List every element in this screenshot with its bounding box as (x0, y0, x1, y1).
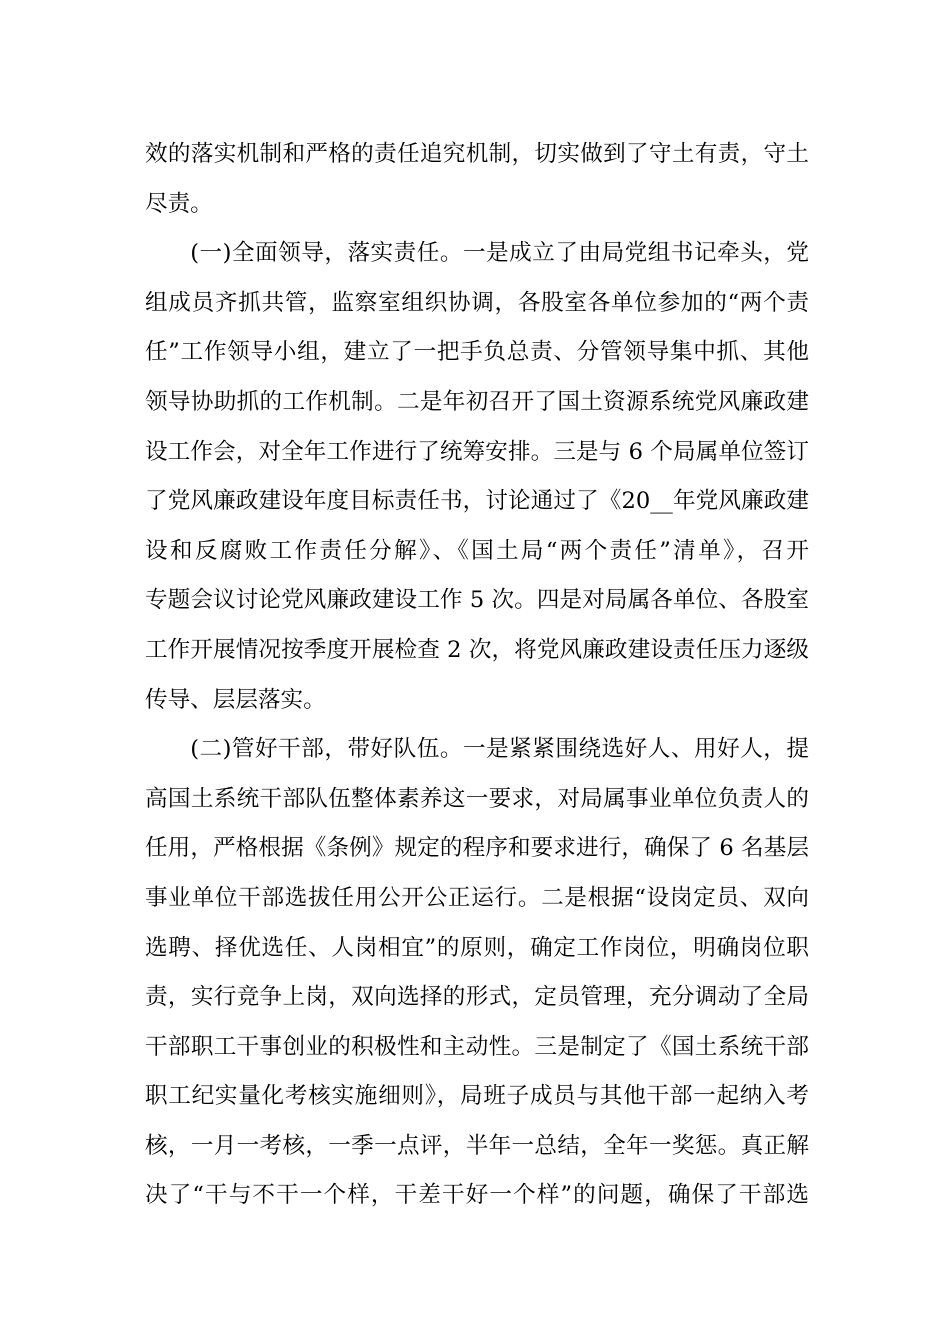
text-line: 任”工作领导小组，建立了一把手负总责、分管领导集中抓、其他 (145, 339, 809, 366)
text-line: 设工作会，对全年工作进行了统筹安排。三是与 6 个局属单位签订 (145, 438, 809, 465)
text-line: 尽责。 (145, 190, 213, 217)
text-line: 选聘、择优选任、人岗相宜”的原则，确定工作岗位，明确岗位职 (145, 934, 809, 961)
text-line: 领导协助抓的工作机制。二是年初召开了国土资源系统党风廉政建 (145, 388, 809, 415)
text-line: 决了“干与不干一个样，干差干好一个样”的问题，确保了干部选 (145, 1182, 809, 1209)
text-line: (一)全面领导，落实责任。一是成立了由局党组书记牵头，党 (190, 240, 809, 267)
text-line: 高国土系统干部队伍整体素养这一要求，对局属事业单位负责人的 (145, 785, 809, 812)
text-line: 效的落实机制和严格的责任追究机制，切实做到了守土有责，守土 (145, 141, 809, 167)
paragraph-2 (145, 229, 809, 725)
paragraph-3 (145, 725, 809, 1221)
text-line: 任用，严格根据《条例》规定的程序和要求进行，确保了 6 名基层 (145, 835, 809, 862)
text-line: 责，实行竞争上岗，双向选择的形式，定员管理，充分调动了全局 (145, 984, 809, 1011)
document-body (145, 130, 809, 1221)
text-line: 工作开展情况按季度开展检查 2 次，将党风廉政建设责任压力逐级 (145, 636, 809, 663)
text-line: 核，一月一考核，一季一点评，半年一总结，全年一奖惩。真正解 (145, 1132, 809, 1159)
text-line: 职工纪实量化考核实施细则》，局班子成员与其他干部一起纳入考 (145, 1083, 809, 1110)
paragraph-1 (145, 130, 809, 229)
text-line: 干部职工干事创业的积极性和主动性。三是制定了《国土系统干部 (145, 1033, 809, 1060)
text-line: (二)管好干部，带好队伍。一是紧紧围绕选好人、用好人，提 (190, 736, 809, 763)
text-line: 了党风廉政建设年度目标责任书，讨论通过了《20__年党风廉政建 (145, 488, 809, 515)
text-line: 专题会议讨论党风廉政建设工作 5 次。四是对局属各单位、各股室 (145, 587, 809, 614)
text-line: 事业单位干部选拔任用公开公正运行。二是根据“设岗定员、双向 (145, 884, 809, 911)
text-line: 组成员齐抓共管，监察室组织协调，各股室各单位参加的“两个责 (145, 289, 809, 316)
text-line: 设和反腐败工作责任分解》、《国土局“两个责任”清单》，召开 (145, 537, 809, 564)
text-line: 传导、层层落实。 (145, 686, 326, 713)
